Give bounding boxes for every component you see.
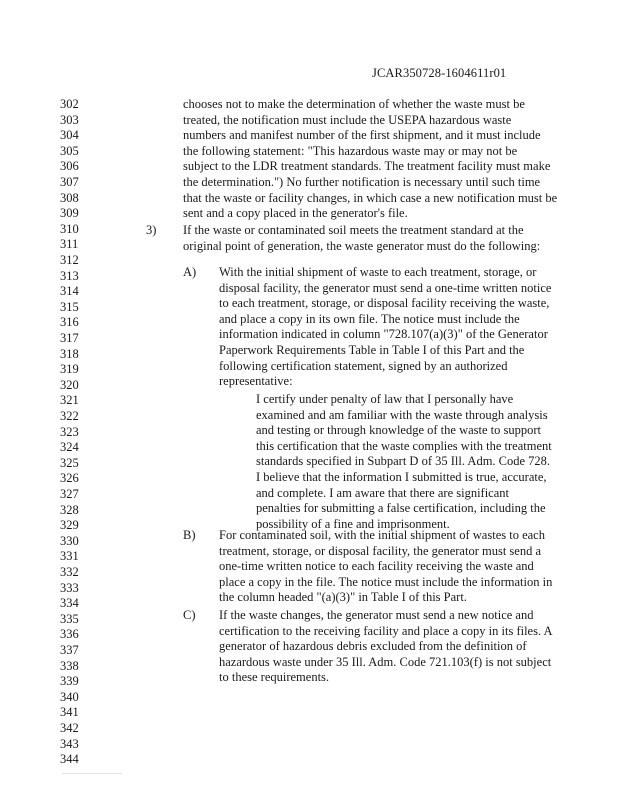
line-number: 323 xyxy=(60,424,79,439)
text-line: If the waste changes, the generator must send a new notice and xyxy=(219,608,534,622)
line-number: 324 xyxy=(60,440,79,455)
line-number: 305 xyxy=(60,143,79,158)
line-number: 307 xyxy=(60,175,79,189)
text-line: and testing or through knowledge of the waste to support xyxy=(256,423,542,438)
line-number: 302 xyxy=(60,97,79,111)
line-number: 335 xyxy=(60,611,79,626)
text-line: to these requirements. xyxy=(219,670,330,685)
line-number: 306 xyxy=(60,159,79,174)
text-line: information indicated in column "728.107(a)(3)" of the Generator xyxy=(219,327,548,342)
text-line: this certification that the waste complies with the treatment xyxy=(256,438,552,453)
line-number: 330 xyxy=(60,533,79,548)
line-number: 334 xyxy=(60,596,79,611)
text-line: treated, the notification must include the USEPA hazardous waste xyxy=(183,112,512,127)
text-line: that the waste or facility changes, in which case a new notification must be xyxy=(183,190,558,205)
line-number: 316 xyxy=(60,315,79,330)
line-number: 326 xyxy=(60,471,79,486)
text-line: the determination.") No further notification is necessary until such time xyxy=(183,175,541,189)
line-number: 318 xyxy=(60,346,79,361)
text-line: I believe that the information I submitted is true, accurate, xyxy=(256,470,547,484)
text-line: penalties for submitting a false certification, including the xyxy=(256,501,546,516)
text-line: numbers and manifest number of the first shipment, and it must include xyxy=(183,128,541,143)
line-number: 319 xyxy=(60,362,79,377)
text-line: If the waste or contaminated soil meets the treatment standard at the xyxy=(183,223,524,237)
line-number: 341 xyxy=(60,705,79,720)
text-line: disposal facility, the generator must send a one-time written notice xyxy=(219,280,552,295)
text-line: certification to the receiving facility and place a copy in its files. A xyxy=(219,623,553,638)
line-number: 337 xyxy=(60,643,79,657)
text-line: generator of hazardous debris excluded from the definition of xyxy=(219,639,527,654)
item-c-marker: C) xyxy=(183,608,196,622)
text-line: hazardous waste under 35 Ill. Adm. Code 721.103(f) is not subject xyxy=(219,654,552,669)
line-number: 313 xyxy=(60,268,79,283)
line-number: 342 xyxy=(60,721,79,735)
item-3-marker: 3) xyxy=(146,223,157,237)
text-line: standards specified in Subpart D of 35 Ill. Adm. Code 728. xyxy=(256,454,551,469)
line-number: 309 xyxy=(60,206,79,221)
line-number: 329 xyxy=(60,518,79,533)
line-number: 344 xyxy=(60,752,79,767)
line-number: 333 xyxy=(60,580,79,595)
text-line: subject to the LDR treatment standards. The treatment facility must make xyxy=(183,159,551,174)
line-number: 322 xyxy=(60,409,79,423)
text-line: place a copy in the file. The notice must include the information in xyxy=(219,574,553,589)
line-number: 308 xyxy=(60,190,79,205)
text-line: For contaminated soil, with the initial shipment of wastes to each xyxy=(219,528,545,542)
line-number: 314 xyxy=(60,284,79,299)
item-b-marker: B) xyxy=(183,528,196,542)
line-number: 339 xyxy=(60,674,79,689)
line-number: 336 xyxy=(60,627,79,642)
line-number: 311 xyxy=(60,237,79,252)
line-number: 340 xyxy=(60,689,79,704)
line-number: 331 xyxy=(60,549,79,564)
line-number: 328 xyxy=(60,502,79,517)
line-number: 310 xyxy=(60,221,79,236)
text-line: to each treatment, storage, or disposal facility receiving the waste, xyxy=(219,296,550,311)
item-a-marker: A) xyxy=(183,265,197,279)
line-number: 303 xyxy=(60,112,79,127)
document-id: JCAR350728-1604611r01 xyxy=(372,66,507,80)
line-number: 312 xyxy=(60,253,79,267)
line-number: 317 xyxy=(60,331,79,345)
text-line: sent and a copy placed in the generator's file. xyxy=(183,206,408,221)
text-line: following certification statement, signed by an authorized xyxy=(219,358,508,373)
line-number: 315 xyxy=(60,299,79,314)
text-line: representative: xyxy=(219,374,293,389)
text-line: I certify under penalty of law that I personally have xyxy=(256,392,514,406)
line-number: 327 xyxy=(60,487,79,501)
text-line: treatment, storage, or disposal facility, the generator must send a xyxy=(219,543,542,558)
text-line: the following statement: "This hazardous waste may or may not be xyxy=(183,143,518,158)
text-line: Paperwork Requirements Table in Table I of this Part and the xyxy=(219,343,525,357)
line-number: 332 xyxy=(60,565,79,579)
text-line: one-time written notice to each facility receiving the waste and xyxy=(219,559,534,574)
text-line: chooses not to make the determination of whether the waste must be xyxy=(183,97,525,111)
line-number: 325 xyxy=(60,455,79,470)
line-number: 304 xyxy=(60,128,79,143)
text-line: examined and am familiar with the waste through analysis xyxy=(256,407,548,422)
line-number: 343 xyxy=(60,736,79,751)
text-line: possibility of a fine and imprisonment. xyxy=(256,516,450,531)
page-footer-rule xyxy=(62,773,122,774)
line-number: 320 xyxy=(60,377,79,392)
line-number: 321 xyxy=(60,393,79,408)
line-number: 338 xyxy=(60,658,79,673)
text-line: original point of generation, the waste generator must do the following: xyxy=(183,238,541,253)
text-line: With the initial shipment of waste to each treatment, storage, or xyxy=(219,265,537,279)
text-line: the column headed "(a)(3)" in Table I of this Part. xyxy=(219,590,467,605)
text-line: and complete. I am aware that there are significant xyxy=(256,485,510,500)
text-line: and place a copy in its own file. The notice must include the xyxy=(219,311,520,326)
